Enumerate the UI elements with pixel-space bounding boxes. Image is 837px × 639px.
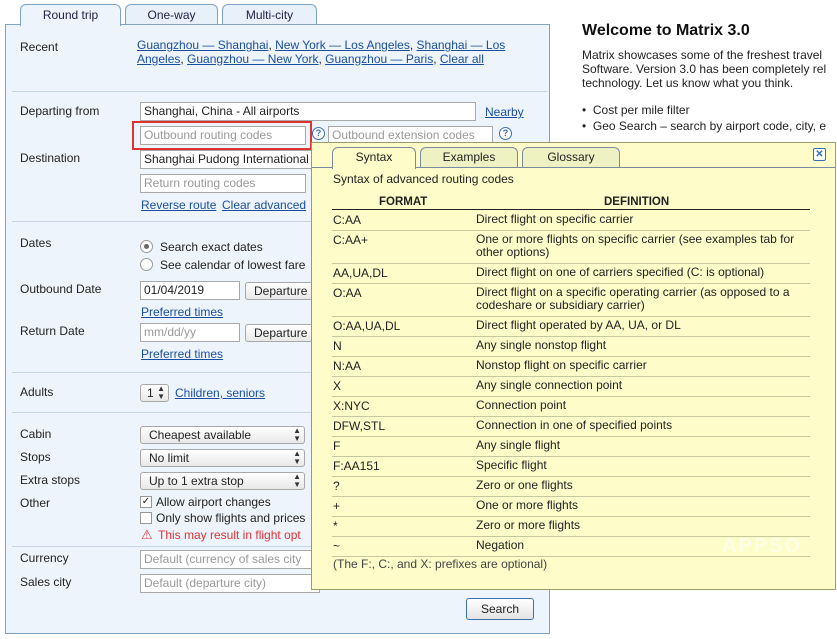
syntax-definition: Direct flight on one of carriers specified (C: is optional) (476, 265, 765, 279)
syntax-format: F:AA151 (333, 459, 380, 473)
feature-text: Geo Search – search by airport code, city, e (592, 119, 827, 133)
stops-label: Stops (20, 450, 51, 464)
syntax-definition: Direct flight operated by AA, UA, or DL (476, 318, 681, 332)
welcome-text: Software. Version 3.0 has been completely rel (582, 62, 827, 76)
syntax-row (332, 231, 810, 264)
divider (12, 91, 547, 92)
syntax-row (332, 357, 810, 377)
welcome-panel (582, 22, 837, 134)
tab-round-trip[interactable]: Round trip (20, 4, 121, 26)
definition-column-header: DEFINITION (604, 196, 670, 208)
popup-tab-syntax[interactable]: Syntax (332, 147, 416, 169)
syntax-format: C:AA+ (333, 233, 369, 247)
adults-value: 1 (147, 386, 154, 400)
syntax-row (332, 497, 810, 517)
feature-list (582, 102, 837, 134)
syntax-row (332, 377, 810, 397)
popup-tab-examples[interactable]: Examples (420, 147, 518, 167)
cabin-select[interactable] (140, 426, 305, 444)
outbound-routing-input[interactable]: Outbound routing codes (140, 126, 306, 145)
return-date-label: Return Date (20, 324, 85, 338)
outbound-time-select[interactable] (245, 282, 315, 300)
updown-icon: ▲ ▼ (293, 472, 301, 489)
destination-input[interactable]: Shanghai Pudong International (140, 150, 320, 169)
stops-select[interactable] (140, 449, 305, 467)
stops-value: No limit (149, 451, 190, 465)
adults-label: Adults (20, 385, 54, 399)
cabin-value: Cheapest available (149, 428, 252, 442)
syntax-definition: Any single nonstop flight (476, 338, 607, 352)
return-time-select[interactable] (245, 324, 315, 342)
return-time-label: Departure (254, 326, 308, 340)
outbound-time-label: Departure (254, 284, 308, 298)
clear-all-link[interactable]: Clear all (439, 51, 484, 66)
syntax-format: X (333, 379, 342, 393)
outbound-date-label: Outbound Date (20, 282, 102, 296)
recent-link[interactable]: Guangzhou — New York (187, 51, 319, 66)
dates-label: Dates (20, 236, 52, 250)
syntax-format: + (333, 499, 341, 513)
syntax-row (332, 477, 810, 497)
recent-link[interactable]: Guangzhou — Shanghai (137, 38, 269, 52)
syntax-row (332, 264, 810, 284)
other-label: Other (20, 496, 51, 510)
recent-label: Recent (20, 40, 59, 54)
currency-label: Currency (20, 551, 69, 565)
format-column-header: FORMAT (379, 196, 428, 208)
return-routing-input[interactable]: Return routing codes (140, 174, 306, 193)
syntax-definition: Direct flight on a specific operating carrier (as opposed to a codeshare or subsidiary carrier) (476, 285, 790, 312)
routing-codes-help-popup (311, 142, 836, 590)
syntax-definition: Direct flight on specific carrier (476, 212, 634, 226)
feature-item: • Cost per mile filter (582, 103, 690, 117)
close-icon[interactable]: ✕ (813, 148, 826, 161)
calendar-label: See calendar of lowest fare (160, 258, 306, 272)
preferred-times-link[interactable]: Preferred times (141, 305, 224, 319)
return-date-input[interactable]: mm/dd/yy (140, 323, 240, 342)
watermark-logo: APPSO (722, 535, 803, 557)
recent-link[interactable]: Shanghai — Los Angeles (137, 38, 506, 66)
syntax-definition: Zero or more flights (476, 518, 581, 532)
only-show-checkbox[interactable] (140, 512, 152, 524)
updown-icon: ▲ ▼ (293, 426, 301, 443)
exact-dates-label: Search exact dates (160, 240, 263, 254)
syntax-row (332, 337, 810, 357)
syntax-format: AA,UA,DL (333, 266, 388, 280)
preferred-times-link[interactable]: Preferred times (141, 347, 224, 361)
cabin-label: Cabin (20, 427, 52, 441)
children-seniors-link[interactable]: Children, seniors (175, 386, 266, 400)
help-icon[interactable]: ? (499, 127, 512, 140)
syntax-definition: Zero or one flights (476, 478, 573, 492)
syntax-row (332, 211, 810, 231)
syntax-row (332, 284, 810, 317)
syntax-row (332, 457, 810, 477)
popup-heading: Syntax of advanced routing codes (333, 172, 514, 186)
syntax-definition: One or more flights (476, 498, 579, 512)
syntax-definition: One or more flights on specific carrier (see examples tab for other options) (476, 232, 795, 259)
syntax-definition: Specific flight (476, 458, 547, 472)
recent-link[interactable]: Guangzhou — Paris (325, 51, 434, 66)
syntax-format: N (333, 339, 342, 353)
extra-stops-label: Extra stops (20, 473, 81, 487)
syntax-format: N:AA (333, 359, 362, 373)
exact-dates-radio[interactable] (140, 240, 153, 253)
syntax-definition: Negation (476, 538, 525, 552)
highlight-box (132, 121, 312, 150)
recent-link[interactable]: New York — Los Angeles (275, 38, 410, 52)
syntax-format: ~ (333, 539, 341, 553)
syntax-definition: Nonstop flight on specific carrier (476, 358, 647, 372)
outbound-extension-input[interactable]: Outbound extension codes (328, 126, 493, 145)
extra-stops-value: Up to 1 extra stop (149, 474, 244, 488)
only-show-label: Only show flights and prices (156, 511, 306, 525)
departing-label: Departing from (20, 104, 100, 118)
outbound-date-input[interactable]: 01/04/2019 (140, 281, 240, 300)
sales-city-input[interactable]: Default (departure city) (140, 574, 320, 593)
popup-tab-glossary[interactable]: Glossary (522, 147, 620, 167)
destination-label: Destination (20, 151, 81, 165)
syntax-format: F (333, 439, 341, 453)
tab-one-way[interactable]: One-way (125, 4, 218, 25)
help-icon[interactable]: ? (312, 127, 325, 140)
syntax-format: O:AA,UA,DL (333, 319, 401, 333)
reverse-route-link[interactable]: Reverse route (141, 198, 217, 212)
feature-text: Cost per mile filter (592, 103, 690, 117)
allow-airport-changes-checkbox[interactable]: ✓ (141, 496, 151, 507)
updown-icon: ▲ ▼ (293, 449, 301, 466)
departing-from-input[interactable]: Shanghai, China - All airports (140, 102, 476, 121)
welcome-title: Welcome to Matrix 3.0 (582, 22, 750, 39)
header-rule (332, 209, 810, 210)
syntax-format: ? (333, 479, 340, 493)
clear-advanced-link[interactable]: Clear advanced (222, 198, 307, 212)
syntax-row (332, 397, 810, 417)
updown-icon: ▲ ▼ (157, 384, 165, 401)
syntax-row (332, 437, 810, 457)
popup-footnote: (The F:, C:, and X: prefixes are optional) (333, 557, 548, 571)
syntax-row (332, 417, 810, 437)
syntax-format: X:NYC (333, 399, 370, 413)
syntax-definition: Connection in one of specified points (476, 418, 673, 432)
syntax-format: DFW,STL (333, 419, 386, 433)
recent-searches: Guangzhou — Shanghai, New York — Los Angeles, Shanghai — Los Angeles, Guangzhou — New York, Guangzhou — Paris, Clear all (137, 38, 506, 66)
adults-select[interactable] (140, 384, 169, 402)
feature-item: • Geo Search – search by airport code, city, e (582, 119, 827, 133)
nearby-link[interactable]: Nearby (485, 105, 524, 119)
search-button[interactable]: Search (466, 598, 534, 620)
allow-airport-changes-label: Allow airport changes (156, 495, 271, 509)
extra-stops-select[interactable] (140, 472, 305, 490)
sales-city-label: Sales city (20, 575, 72, 589)
currency-input[interactable]: Default (currency of sales city (140, 550, 320, 569)
welcome-text: Matrix showcases some of the freshest travel (582, 48, 823, 62)
welcome-text: technology. Let us know what you think. (582, 76, 794, 90)
warning-icon: ⚠ (141, 527, 153, 542)
syntax-row (332, 517, 810, 537)
syntax-format: C:AA (333, 213, 362, 227)
syntax-definition: Any single connection point (476, 378, 623, 392)
syntax-definition: Connection point (476, 398, 567, 412)
syntax-definition: Any single flight (476, 438, 561, 452)
calendar-radio[interactable] (140, 258, 153, 271)
syntax-row (332, 317, 810, 337)
syntax-format: O:AA (333, 286, 362, 300)
warning-text: This may result in flight opt (158, 528, 301, 542)
tab-multi-city[interactable]: Multi-city (222, 4, 317, 25)
welcome-description (582, 48, 837, 90)
syntax-format: * (333, 519, 338, 533)
